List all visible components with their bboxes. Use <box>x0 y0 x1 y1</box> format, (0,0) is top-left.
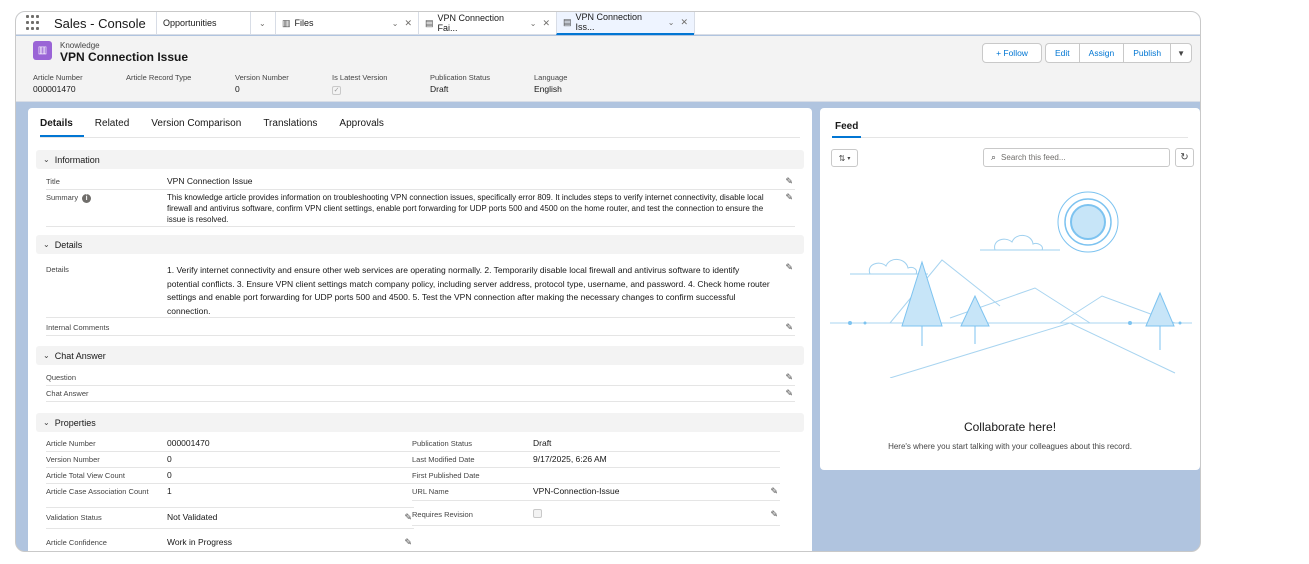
knowledge-icon: ▤ <box>563 16 572 27</box>
chevron-down-icon: ⌄ <box>43 155 50 164</box>
more-actions-button[interactable]: ▼ <box>1170 43 1192 63</box>
field-label: Requires Revision <box>412 510 473 519</box>
record-detail-panel <box>28 108 812 552</box>
highlight-label: Is Latest Version <box>332 73 388 82</box>
highlight-label: Publication Status <box>430 73 491 82</box>
knowledge-icon: ▥ <box>33 41 52 60</box>
checkbox-icon <box>533 509 542 518</box>
section-title: Information <box>54 154 100 165</box>
highlight-is-latest-version <box>332 73 387 95</box>
edit-button[interactable]: Edit <box>1045 43 1079 63</box>
nav-tab-dropdown[interactable] <box>250 12 275 35</box>
field-value: 1 <box>167 486 172 496</box>
tab-approvals[interactable]: Approvals <box>339 118 384 129</box>
highlight-label: Version Number <box>235 73 289 82</box>
app-name: Sales - Console <box>54 15 146 31</box>
edit-pencil-icon[interactable]: ✎ <box>785 372 793 382</box>
field-row-last-modified-date <box>412 452 780 468</box>
field-row-internal-comments <box>46 320 795 336</box>
collaborate-subtitle: Here's where you start talking with your colleagues about this record. <box>888 442 1132 451</box>
highlight-language <box>534 73 567 94</box>
nav-tab-vpn-connection-issue[interactable] <box>556 12 694 35</box>
field-row-article-number <box>46 436 414 452</box>
field-row-title <box>46 174 795 190</box>
close-icon[interactable]: ✕ <box>404 17 412 28</box>
collaborate-title: Collaborate here! <box>963 420 1057 434</box>
edit-pencil-icon[interactable]: ✎ <box>404 537 412 547</box>
properties-left-column <box>28 436 412 551</box>
highlight-article-number <box>33 73 83 94</box>
field-value: VPN Connection Issue <box>167 176 253 186</box>
chevron-down-icon[interactable]: ⌄ <box>529 18 537 28</box>
sort-button[interactable] <box>831 149 858 167</box>
chevron-down-icon: ▾ <box>847 155 851 162</box>
refresh-icon: ↻ <box>1180 152 1189 163</box>
field-row-details <box>46 260 795 318</box>
highlight-value: 0 <box>235 84 240 94</box>
sun-icon <box>1058 192 1118 252</box>
field-value: 000001470 <box>167 438 210 448</box>
highlight-label: Language <box>534 73 568 82</box>
field-label: Question <box>46 373 77 382</box>
chevron-down-icon[interactable]: ⌄ <box>259 18 266 28</box>
field-value: 1. Verify internet connectivity and ensure other web services are operating normally. 2. Temporarily disable local firewall and antivirus software to identify potential conflicts. 3. Ensure VPN client settings match company policy, including server address, protocol type, username, and password. 4. Check home router settings and enable port forwarding for UDP ports 500 and 4500. 5. Test the VPN connection after making the necessary changes to confirm successful connection. <box>167 265 770 316</box>
field-label: Article Number <box>46 439 96 448</box>
highlight-article-record-type <box>126 73 191 84</box>
mountains <box>830 260 1192 378</box>
knowledge-icon: ▤ <box>425 17 434 28</box>
tab-bar-spacer <box>694 12 1200 35</box>
field-row-version-number <box>46 452 414 468</box>
field-label: Article Case Association Count <box>46 487 149 496</box>
field-value: 9/17/2025, 6:26 AM <box>533 454 607 464</box>
section-header-chat-answer[interactable] <box>36 346 804 365</box>
field-row-total-view-count <box>46 468 414 484</box>
tab-related[interactable]: Related <box>94 118 130 129</box>
field-value: 0 <box>167 454 172 464</box>
cloud-icon <box>850 235 1060 274</box>
section-title: Chat Answer <box>54 350 106 361</box>
edit-pencil-icon[interactable]: ✎ <box>785 322 793 332</box>
refresh-button[interactable] <box>1175 148 1194 167</box>
field-label: Internal Comments <box>46 323 110 332</box>
edit-pencil-icon[interactable]: ✎ <box>770 509 778 519</box>
record-actions <box>982 43 1192 63</box>
console-window <box>15 11 1201 552</box>
publish-button[interactable]: Publish <box>1123 43 1170 63</box>
chevron-down-icon: ⌄ <box>43 240 50 249</box>
highlight-label: Article Number <box>33 73 83 82</box>
field-label: Title <box>46 177 60 186</box>
nav-tab-label: VPN Connection Fai... <box>437 13 505 33</box>
nav-tab-opportunities[interactable] <box>156 12 250 35</box>
field-row-url-name <box>412 484 780 501</box>
highlight-publication-status <box>430 73 490 94</box>
section-header-properties[interactable] <box>36 413 804 432</box>
field-row-validation-status <box>46 510 414 529</box>
chevron-down-icon[interactable]: ⌄ <box>667 17 675 27</box>
highlight-value <box>332 84 387 95</box>
field-value: VPN-Connection-Issue <box>533 486 620 496</box>
info-icon[interactable]: i <box>82 194 91 203</box>
record-header <box>16 36 1200 102</box>
field-label: Details <box>46 265 69 274</box>
field-label: Article Confidence <box>46 538 107 547</box>
field-row-summary <box>46 190 795 227</box>
nav-tab-label: VPN Connection Iss... <box>575 12 643 32</box>
close-icon[interactable]: ✕ <box>680 16 688 27</box>
field-value: 0 <box>167 470 172 480</box>
collaborate-illustration <box>830 178 1192 378</box>
chevron-down-icon: ⌄ <box>43 418 50 427</box>
record-type: Knowledge <box>60 41 100 50</box>
field-value: This knowledge article provides information on troubleshooting VPN connection issues, specifically error 809. It includes steps to verify internet connectivity, disable local firewall and antivirus software, confirm VPN client settings, enable port forwarding for UDP ports 500 and 4500 on the home router, and test the connection to ensure the issue is resolved. <box>167 193 764 224</box>
action-button-group <box>1045 43 1192 63</box>
section-header-details[interactable] <box>36 235 804 254</box>
section-title: Properties <box>54 417 96 428</box>
field-label: Validation Status <box>46 513 102 522</box>
highlight-value: English <box>534 84 562 94</box>
field-label: Version Number <box>46 455 100 464</box>
highlight-label: Article Record Type <box>126 73 192 82</box>
nav-tab-files[interactable] <box>275 12 418 35</box>
edit-pencil-icon[interactable]: ✎ <box>404 512 412 522</box>
field-label: URL Name <box>412 487 449 496</box>
feed-search-input[interactable] <box>983 148 1170 167</box>
section-title: Details <box>54 239 83 250</box>
feed-tab-bar <box>832 112 1188 138</box>
chevron-down-icon: ⌄ <box>43 351 50 360</box>
assign-button[interactable]: Assign <box>1079 43 1124 63</box>
checkbox-checked-icon: ✓ <box>333 87 340 94</box>
tab-translations[interactable]: Translations <box>263 118 318 129</box>
field-label <box>46 193 158 203</box>
edit-pencil-icon[interactable]: ✎ <box>785 192 793 202</box>
page-title: VPN Connection Issue <box>60 50 189 64</box>
feed-panel <box>820 108 1200 470</box>
field-label: Last Modified Date <box>412 455 475 464</box>
field-row-publication-status <box>412 436 780 452</box>
properties-grid <box>28 436 812 551</box>
nav-tab-label: Opportunities <box>163 18 217 28</box>
highlight-value: 000001470 <box>33 84 76 94</box>
field-row-requires-revision <box>412 507 780 526</box>
field-row-question <box>46 370 795 386</box>
search-icon: ⌕ <box>991 152 997 162</box>
field-label: First Published Date <box>412 471 480 480</box>
chevron-down-icon[interactable]: ⌄ <box>391 18 399 28</box>
field-label-text: Summary <box>46 193 79 202</box>
field-value: Work in Progress <box>167 537 233 547</box>
tab-version-comparison[interactable]: Version Comparison <box>151 118 242 129</box>
field-value: Draft <box>533 438 552 448</box>
tab-details[interactable]: Details <box>40 112 84 137</box>
field-label: Chat Answer <box>46 389 89 398</box>
search-placeholder: Search this feed... <box>1001 153 1066 162</box>
files-icon: ▥ <box>282 17 291 28</box>
field-value: Not Validated <box>167 512 218 522</box>
section-header-information[interactable] <box>36 150 804 169</box>
edit-pencil-icon[interactable]: ✎ <box>770 486 778 496</box>
highlight-version-number <box>235 73 289 94</box>
field-row-first-published-date <box>412 468 780 484</box>
field-value <box>533 509 758 521</box>
sort-icon: ⇅ <box>838 153 846 163</box>
follow-button[interactable]: + Follow <box>982 43 1042 63</box>
nav-tab-label: Files <box>294 18 314 28</box>
field-row-article-confidence <box>46 532 414 551</box>
record-tabs <box>40 112 800 138</box>
field-row-chat-answer <box>46 386 795 402</box>
highlight-value: Draft <box>430 84 449 94</box>
edit-pencil-icon[interactable]: ✎ <box>785 176 793 186</box>
field-row-case-association-count <box>46 484 414 508</box>
tree-icon <box>902 262 1174 350</box>
field-label: Article Total View Count <box>46 471 125 480</box>
field-label: Publication Status <box>412 439 473 448</box>
app-launcher-icon[interactable] <box>26 15 42 31</box>
properties-right-column <box>408 436 788 551</box>
tab-feed[interactable]: Feed <box>832 112 861 138</box>
nav-tab-vpn-connection-failure[interactable] <box>418 12 556 35</box>
navigation-bar <box>16 12 1200 35</box>
edit-pencil-icon[interactable]: ✎ <box>785 388 793 398</box>
edit-pencil-icon[interactable]: ✎ <box>785 262 793 272</box>
close-icon[interactable]: ✕ <box>542 17 550 28</box>
